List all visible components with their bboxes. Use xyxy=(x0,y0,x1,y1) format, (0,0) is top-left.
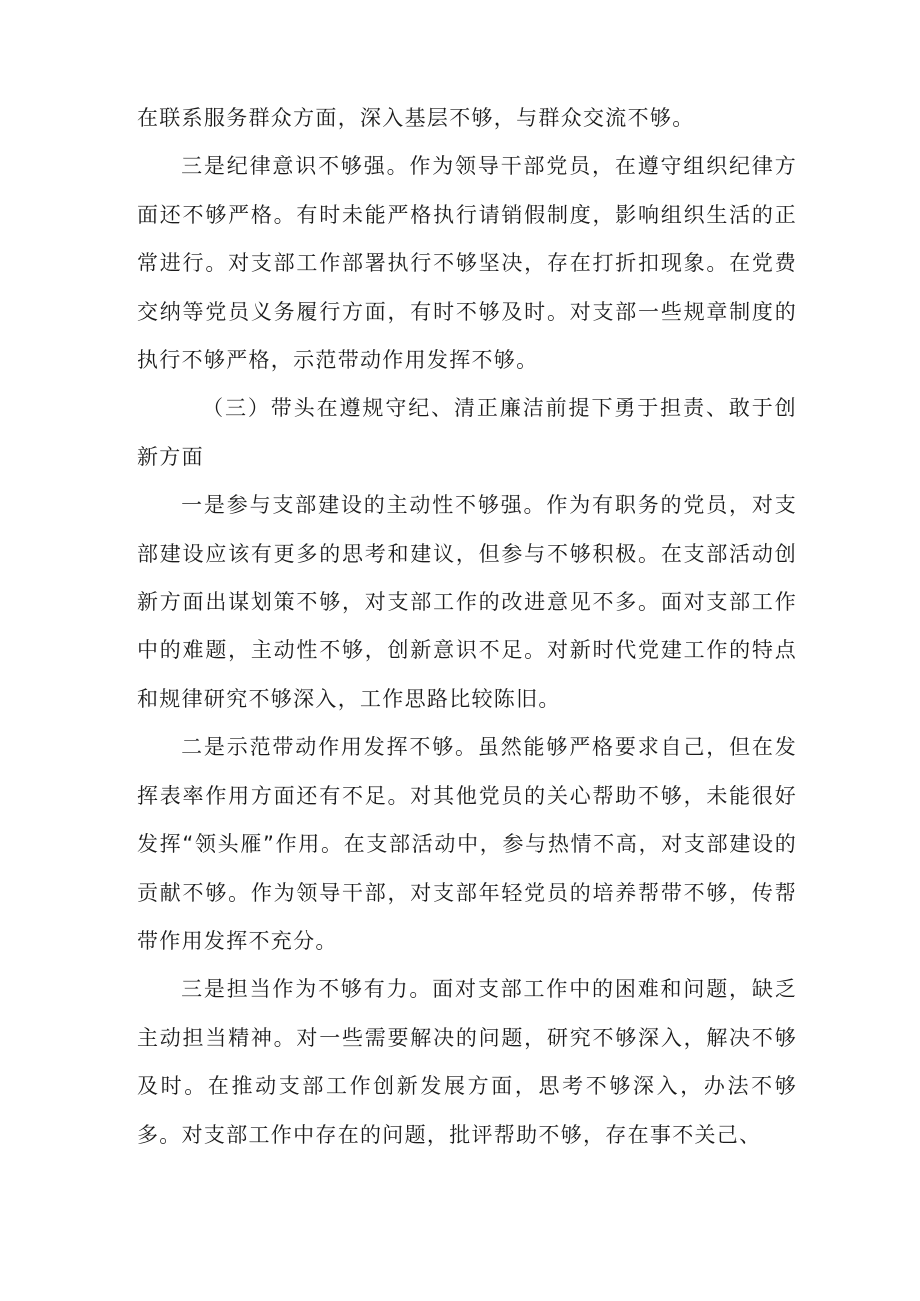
paragraph-exemplary-role: 二是示范带动作用发挥不够。虽然能够严格要求自己，但在发挥表率作用方面还有不足。对其他党员的关心帮助不够，未能很好发挥“领头雁”作用。在支部活动中，参与热情不高，对支部建设的贡献不够。作为领导干部，对支部年轻党员的培养帮带不够，传帮带作用发挥不充分。 xyxy=(137,735,797,953)
document-body xyxy=(137,94,797,1159)
paragraph-continuation: 在联系服务群众方面，深入基层不够，与群众交流不够。 xyxy=(137,106,695,130)
paragraph-responsibility: 三是担当作为不够有力。面对支部工作中的困难和问题，缺乏主动担当精神。对一些需要解决的问题，研究不够深入，解决不够及时。在推动支部工作创新发展方面，思考不够深入，办法不够多。对支部工作中存在的问题，批评帮助不够，存在事不关己、 xyxy=(137,977,797,1147)
paragraph-participation-initiative: 一是参与支部建设的主动性不够强。作为有职务的党员，对支部建设应该有更多的思考和建议，但参与不够积极。在支部活动创新方面出谋划策不够，对支部工作的改进意见不多。面对支部工作中的难题，主动性不够，创新意识不足。对新时代党建工作的特点和规律研究不够深入，工作思路比较陈旧。 xyxy=(137,493,797,711)
paragraph-discipline-awareness: 三是纪律意识不够强。作为领导干部党员，在遵守组织纪律方面还不够严格。有时未能严格执行请销假制度，影响组织生活的正常进行。对支部工作部署执行不够坚决，存在打折扣现象。在党费交纳等党员义务履行方面，有时不够及时。对支部一些规章制度的执行不够严格，示范带动作用发挥不够。 xyxy=(137,154,797,373)
section-heading-3: （三）带头在遵规守纪、清正廉洁前提下勇于担责、敢于创新方面 xyxy=(137,396,797,469)
